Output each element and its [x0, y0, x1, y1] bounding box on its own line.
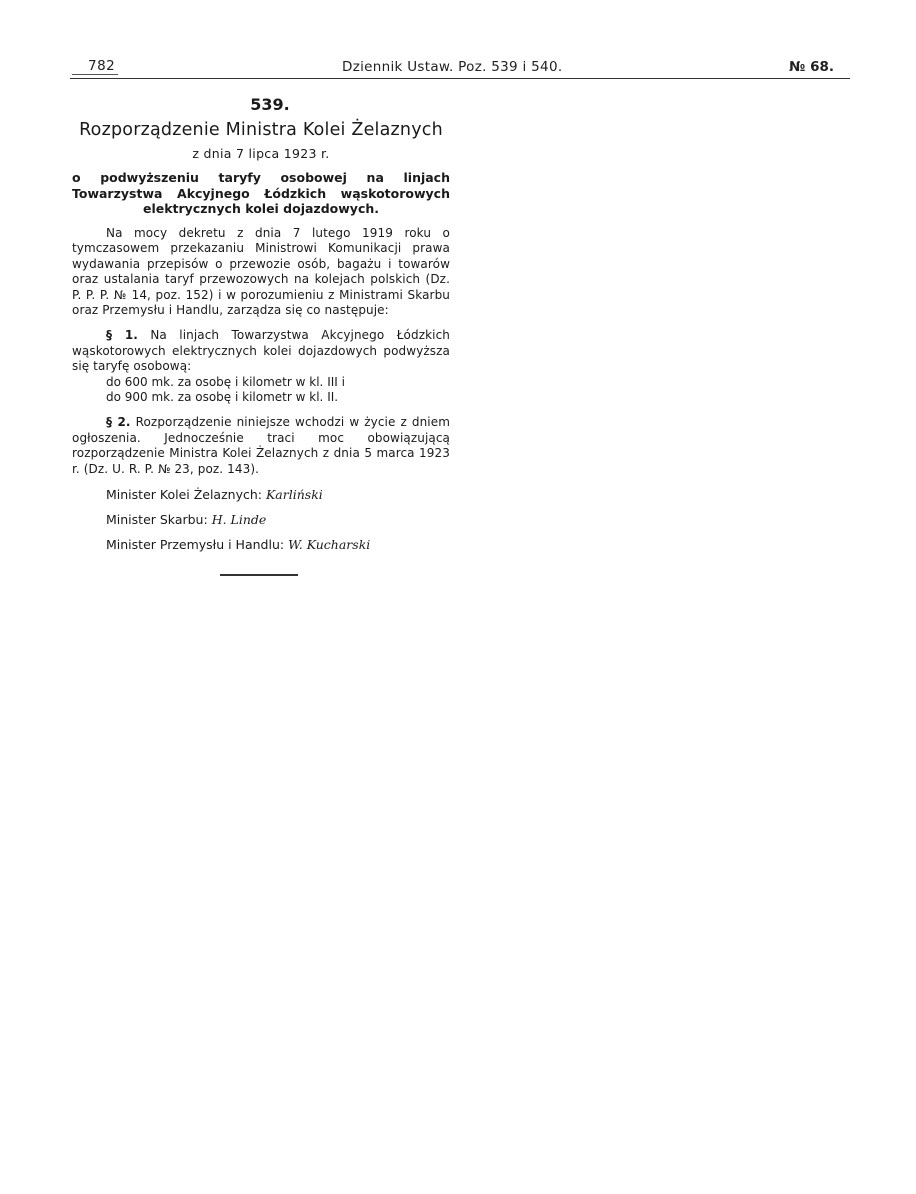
end-rule — [220, 574, 298, 576]
signature-role: Minister Kolei Żelaznych: — [106, 487, 262, 503]
signature-line — [72, 487, 450, 502]
signature-name: W. Kucharski — [288, 537, 371, 553]
rate-item — [106, 375, 450, 391]
header-rule — [70, 78, 850, 79]
signature-line — [72, 537, 450, 552]
signature-role: Minister Skarbu: — [106, 512, 208, 528]
rate-conjunction: i — [341, 374, 345, 389]
page-number: 782 — [88, 58, 116, 74]
regulation-title: Rozporządzenie Ministra Kolei Żelaznych — [79, 120, 443, 140]
section-1-mark: § 1. — [106, 328, 138, 343]
section-2-paragraph — [72, 415, 450, 477]
section-1-paragraph — [72, 328, 450, 375]
signature-line — [72, 512, 450, 527]
rate-item — [106, 390, 450, 406]
section-2-text: Rozporządzenie niniejsze wchodzi w życie z dniem ogłoszenia. Jednocześnie traci moc obowiązującą rozporządzenie Ministra Kolei Żelaznych z dnia 5 marca 1923 r. (Dz. U. R. P. № 23, poz. 143). — [72, 415, 450, 476]
signature-name: Karliński — [265, 487, 323, 503]
section-1-text: Na linjach Towarzystwa Akcyjnego Łódzkich wąskotorowych elektrycznych kolei dojazdowych podwyższa się taryfę osobową: — [72, 328, 450, 374]
item-number: 539. — [250, 95, 290, 114]
section-2-mark: § 2. — [106, 415, 131, 430]
page-header — [88, 56, 848, 80]
issue-number: № 68. — [789, 59, 834, 75]
rate-class: II. — [327, 390, 339, 405]
rate-description: za osobę i kilometr w kl. — [177, 390, 324, 405]
rate-amount: do 600 mk. — [106, 374, 174, 389]
signature-name: H. Linde — [211, 512, 267, 528]
regulation-date: z dnia 7 lipca 1923 r. — [192, 146, 330, 161]
signature-role: Minister Przemysłu i Handlu: — [106, 537, 285, 553]
rate-class: III — [327, 374, 338, 389]
rate-description: za osobę i kilometr w kl. — [177, 374, 324, 389]
rate-amount: do 900 mk. — [106, 390, 174, 405]
regulation-subject: o podwyższeniu taryfy osobowej na linjach Towarzystwa Akcyjnego Łódzkich wąskotorowych elektrycznych kolei dojazdowych. — [72, 170, 450, 216]
page-number-underline — [72, 74, 118, 75]
journal-title: Dziennik Ustaw. Poz. 539 i 540. — [342, 59, 563, 75]
rate-list — [72, 375, 450, 406]
preamble-paragraph: Na mocy dekretu z dnia 7 lutego 1919 roku o tymczasowem przekazaniu Ministrowi Komunikacji prawa wydawania przepisów o przewozie osób, bagażu i towarów oraz ustalania taryf przewozowych na kolejach polskich (Dz. P. P. P. № 14, poz. 152) i w porozumieniu z Ministrami Skarbu oraz Przemysłu i Handlu, zarządza się co następuje: — [72, 225, 450, 318]
text-column — [72, 88, 450, 576]
